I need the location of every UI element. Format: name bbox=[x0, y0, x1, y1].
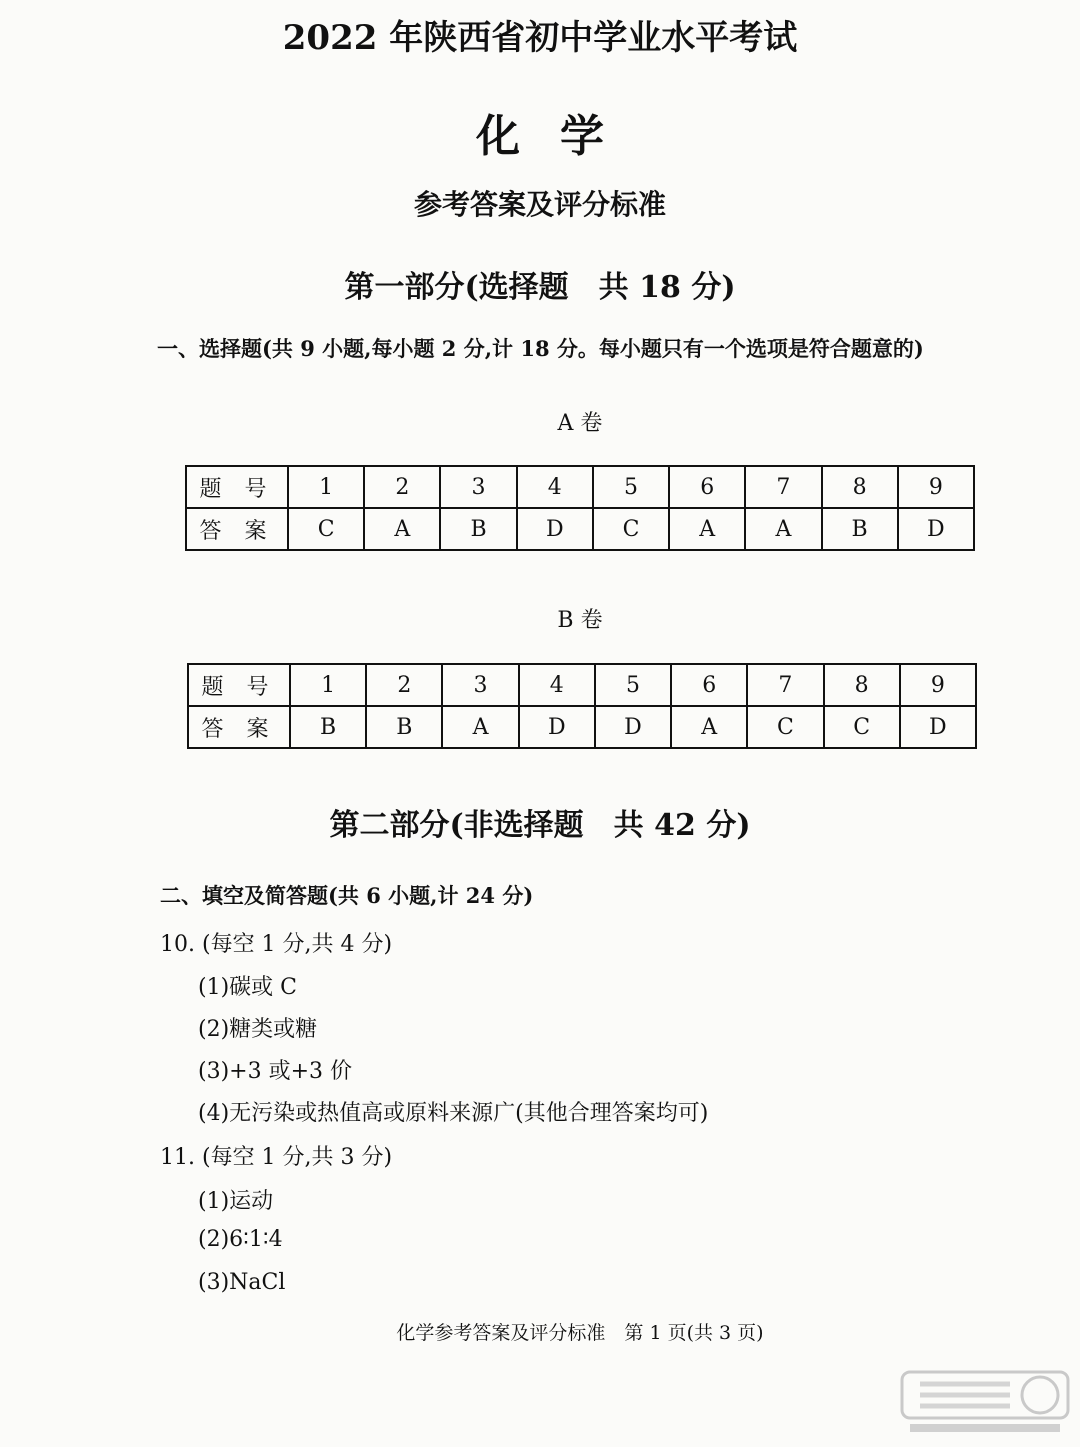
answer-cell: D bbox=[517, 508, 593, 550]
answer-cell: C bbox=[288, 508, 364, 550]
document-subtitle: 参考答案及评分标准 bbox=[413, 188, 666, 221]
answer-item: (1)碳或 C bbox=[198, 975, 297, 1000]
answer-item: (2)糖类或糖 bbox=[198, 1017, 318, 1042]
question-number: 3 bbox=[442, 664, 518, 706]
volume-b-label: B 卷 bbox=[557, 608, 603, 633]
answer-item: (4)无污染或热值高或原料来源广(其他合理答案均可) bbox=[198, 1101, 709, 1126]
answer-cell: A bbox=[442, 706, 518, 748]
subject-title: 化学 bbox=[476, 111, 644, 162]
part1-heading: 第一部分(选择题 共 18 分) bbox=[344, 270, 736, 305]
answer-cell: A bbox=[669, 508, 745, 550]
question-number: 5 bbox=[593, 466, 669, 508]
answer-cell: D bbox=[898, 508, 974, 550]
question-number: 2 bbox=[366, 664, 442, 706]
part2-heading: 第二部分(非选择题 共 42 分) bbox=[329, 808, 751, 843]
answer-table-a bbox=[185, 465, 975, 551]
question-number: 9 bbox=[900, 664, 976, 706]
answer-item: (3)+3 或+3 价 bbox=[198, 1059, 353, 1084]
answer-cell: A bbox=[364, 508, 440, 550]
question-number: 3 bbox=[440, 466, 516, 508]
section1-heading: 一、选择题(共 9 小题,每小题 2 分,计 18 分。每小题只有一个选项是符合题意的) bbox=[157, 336, 924, 361]
row-label: 题 号 bbox=[188, 664, 290, 706]
question-number: 8 bbox=[824, 664, 900, 706]
question-10-stem: 10. (每空 1 分,共 4 分) bbox=[160, 932, 393, 957]
answer-table-b bbox=[187, 663, 977, 749]
answer-cell: B bbox=[822, 508, 898, 550]
section2-heading: 二、填空及简答题(共 6 小题,计 24 分) bbox=[160, 883, 534, 908]
answer-cell: D bbox=[519, 706, 595, 748]
page-footer: 化学参考答案及评分标准 第 1 页(共 3 页) bbox=[396, 1322, 764, 1344]
answer-item: (1)运动 bbox=[198, 1189, 274, 1214]
table-row-answers bbox=[186, 508, 974, 550]
exam-title: 2022 年陕西省初中学业水平考试 bbox=[282, 18, 798, 58]
question-number: 5 bbox=[595, 664, 671, 706]
answer-cell: A bbox=[745, 508, 821, 550]
question-number: 2 bbox=[364, 466, 440, 508]
question-11-stem: 11. (每空 1 分,共 3 分) bbox=[160, 1145, 393, 1170]
table-row-answers bbox=[188, 706, 976, 748]
row-label: 题 号 bbox=[186, 466, 288, 508]
answer-item: (2)6∶1∶4 bbox=[198, 1227, 283, 1252]
answer-cell: A bbox=[671, 706, 747, 748]
answer-item: (3)NaCl bbox=[198, 1270, 286, 1295]
question-number: 1 bbox=[290, 664, 366, 706]
question-number: 6 bbox=[671, 664, 747, 706]
question-number: 1 bbox=[288, 466, 364, 508]
watermark-icon bbox=[900, 1370, 1070, 1442]
volume-a-label: A 卷 bbox=[557, 411, 603, 436]
row-label: 答 案 bbox=[186, 508, 288, 550]
answer-cell: C bbox=[747, 706, 823, 748]
question-number: 4 bbox=[519, 664, 595, 706]
question-number: 4 bbox=[517, 466, 593, 508]
question-number: 6 bbox=[669, 466, 745, 508]
answer-cell: D bbox=[595, 706, 671, 748]
watermark-logo bbox=[900, 1370, 1070, 1442]
answer-cell: B bbox=[440, 508, 516, 550]
question-number: 9 bbox=[898, 466, 974, 508]
question-number: 8 bbox=[822, 466, 898, 508]
answer-cell: C bbox=[824, 706, 900, 748]
row-label: 答 案 bbox=[188, 706, 290, 748]
answer-cell: B bbox=[290, 706, 366, 748]
table-row-numbers bbox=[188, 664, 976, 706]
answer-cell: D bbox=[900, 706, 976, 748]
table-row-numbers bbox=[186, 466, 974, 508]
answer-cell: B bbox=[366, 706, 442, 748]
question-number: 7 bbox=[747, 664, 823, 706]
question-number: 7 bbox=[745, 466, 821, 508]
answer-cell: C bbox=[593, 508, 669, 550]
